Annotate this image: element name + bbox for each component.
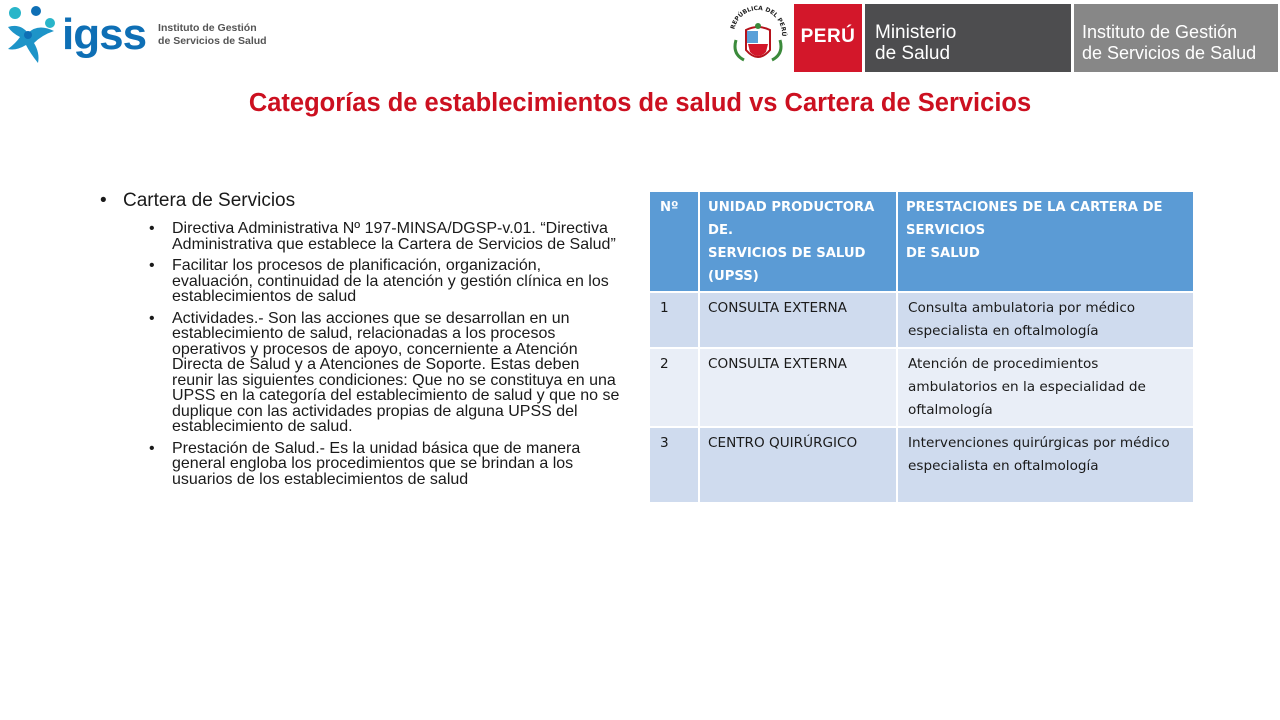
igss-people-icon <box>4 5 58 65</box>
row-num: 3 <box>649 427 699 503</box>
bullet-item-facilitar: • Facilitar los procesos de planificación, organización, evaluación, continuidad de la atención y gestión clínica en los establecimientos de salud <box>149 258 620 305</box>
slide-title: Categorías de establecimientos de salud vs Cartera de Servicios <box>248 89 1032 117</box>
igss-subtitle-line2: de Servicios de Salud <box>158 35 267 47</box>
row-prestacion: Intervenciones quirúrgicas por médico especialista en oftalmología <box>897 427 1194 503</box>
bullet-heading: • Cartera de Servicios <box>100 190 620 212</box>
igss-wordmark: igss <box>62 10 147 59</box>
bullet-item-actividades: • Actividades.- Son las acciones que se desarrollan en un establecimiento de salud, relacionadas a los procesos operativos y procesos de apoyo, concerniente a Atención Directa de Salud y a Atenciones de Soporte. Estas deben reunir las siguientes condiciones: Que no se constituya en una UPSS en la categoría del establecimiento de salud y que no se duplique con las actividades propias de alguna UPSS del establecimiento de salud. <box>149 311 620 435</box>
header-upss-line1: UNIDAD PRODUCTORA DE. <box>708 200 875 238</box>
shield-arc-text: REPÚBLICA DEL PERÚ <box>729 4 788 37</box>
igss-box-line1: Instituto de Gestión <box>1082 22 1238 42</box>
header-upss <box>699 191 897 292</box>
row-prestacion: Atención de procedimientos ambulatorios en la especialidad de oftalmología <box>897 348 1194 427</box>
peru-label-box <box>794 4 862 72</box>
row-prestacion: Consulta ambulatoria por médico especialista en oftalmología <box>897 292 1194 348</box>
header-prest-line1: PRESTACIONES DE LA CARTERA DE SERVICIOS <box>906 200 1163 238</box>
igss-box-line2: de Servicios de Salud <box>1082 43 1257 63</box>
bullet-list <box>100 190 620 487</box>
table-row <box>649 292 1194 348</box>
igss-subtitle <box>158 22 267 48</box>
header-upss-line2: SERVICIOS DE SALUD (UPSS) <box>708 246 866 284</box>
row-upss: CONSULTA EXTERNA <box>699 348 897 427</box>
bullet-item-directiva: • Directiva Administrativa Nº 197-MINSA/DGSP-v.01. “Directiva Administrativa que establece la Cartera de Servicios de Salud” <box>149 221 620 252</box>
header-prestaciones <box>897 191 1194 292</box>
igss-subtitle-line1: Instituto de Gestión <box>158 22 257 34</box>
igss-institute-box <box>1074 4 1278 72</box>
row-upss: CONSULTA EXTERNA <box>699 292 897 348</box>
row-num: 1 <box>649 292 699 348</box>
bullet-item-prestacion: • Prestación de Salud.- Es la unidad básica que de manera general engloba los procedimientos que se brindan a los usuarios de los establecimientos de salud <box>149 441 620 488</box>
peru-label: PERÚ <box>800 26 856 47</box>
row-num: 2 <box>649 348 699 427</box>
minsa-line1: Ministerio <box>875 22 957 43</box>
table-row <box>649 348 1194 427</box>
table-row <box>649 427 1194 503</box>
header-num-label: Nº <box>660 200 679 215</box>
table-header-row <box>649 191 1194 292</box>
government-header-bar <box>726 4 1278 72</box>
peru-coat-of-arms-icon <box>726 4 790 72</box>
header-prest-line2: DE SALUD <box>906 246 980 261</box>
header-num <box>649 191 699 292</box>
upss-table <box>648 190 1195 504</box>
igss-logo <box>4 4 304 66</box>
minsa-line2: de Salud <box>875 43 951 64</box>
row-upss: CENTRO QUIRÚRGICO <box>699 427 897 503</box>
ministerio-de-salud-box <box>865 4 1071 72</box>
